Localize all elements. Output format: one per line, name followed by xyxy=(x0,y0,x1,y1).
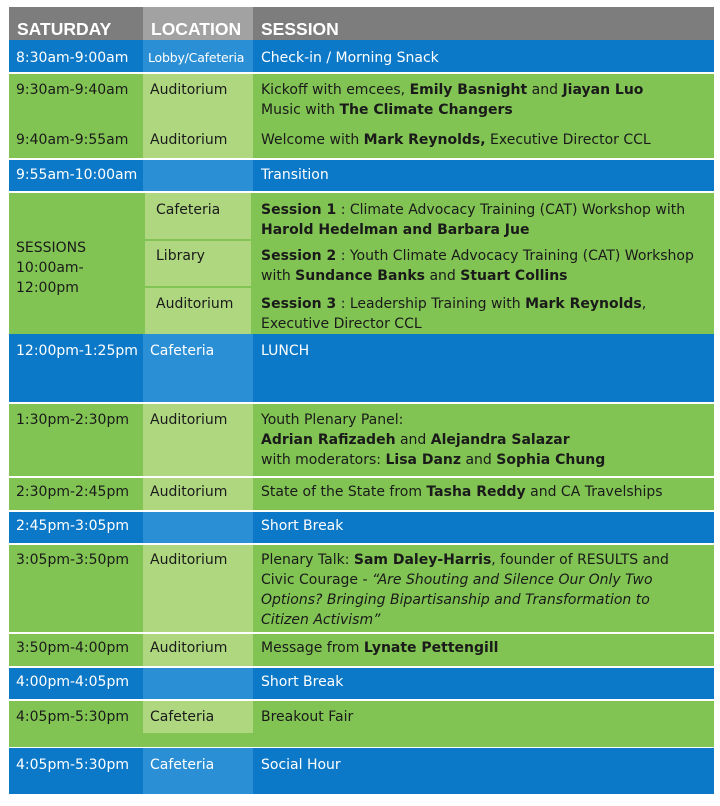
session-text: and xyxy=(395,432,431,448)
time-cell: 3:50pm-4:00pm xyxy=(9,634,143,666)
location-cell xyxy=(143,160,253,191)
session-line xyxy=(261,341,714,361)
time-cell: 8:30am-9:00am xyxy=(9,40,143,72)
session-text: State of the State from xyxy=(261,484,427,500)
session-line xyxy=(261,220,714,240)
session-text: , xyxy=(641,296,647,312)
session-name-bold: Jiayan Luo xyxy=(562,82,644,98)
session-line xyxy=(261,516,714,536)
session-name-bold: Stuart Collins xyxy=(460,268,568,284)
session-text: and xyxy=(461,452,497,468)
session-text: : Leadership Training with xyxy=(336,296,526,312)
location-cell: Cafeteria xyxy=(143,748,253,794)
session-name-bold: Mark Reynolds xyxy=(525,296,642,312)
row-background xyxy=(143,733,253,747)
session-cell xyxy=(253,478,714,510)
location-cell: Auditorium xyxy=(143,478,253,510)
location-cell: Auditorium xyxy=(143,545,253,632)
session-text: Music with xyxy=(261,102,340,118)
session-cell xyxy=(253,40,714,72)
session-name-bold: Sophia Chung xyxy=(496,452,606,468)
session-text: : Youth Climate Advocacy Training (CAT) Workshop xyxy=(336,248,694,264)
session-line xyxy=(261,130,714,150)
time-cell xyxy=(9,193,143,334)
time-cell: 3:05pm-3:50pm xyxy=(9,545,143,632)
header-location: LOCATION xyxy=(143,7,253,40)
session-name-bold: Session 1 xyxy=(261,202,337,218)
session-text: Breakout Fair xyxy=(261,709,354,725)
session-text: Short Break xyxy=(261,674,344,690)
session-text: with xyxy=(261,268,296,284)
location-cell: Auditorium xyxy=(145,288,251,334)
header-saturday: SATURDAY xyxy=(9,7,143,40)
session-text: Citizen Activism” xyxy=(261,612,381,628)
session-text: Check-in / Morning Snack xyxy=(261,50,439,66)
session-line xyxy=(261,672,714,692)
time-cell: 12:00pm-1:25pm xyxy=(9,334,143,402)
session-name-bold: Mark Reynolds, xyxy=(363,132,486,148)
time-cell: 2:30pm-2:45pm xyxy=(9,478,143,510)
session-line xyxy=(261,450,714,470)
session-line xyxy=(261,314,714,334)
session-text: Social Hour xyxy=(261,757,341,773)
session-cell xyxy=(253,288,714,334)
session-text: Short Break xyxy=(261,518,344,534)
location-cell: Auditorium xyxy=(143,634,253,666)
session-name-bold: Harold Hedelman and Barbara Jue xyxy=(261,222,530,238)
session-name-bold: Sundance Banks xyxy=(295,268,426,284)
session-line xyxy=(261,294,714,314)
session-name-bold: Alejandra Salazar xyxy=(430,432,570,448)
location-cell: Auditorium xyxy=(143,404,253,476)
session-line xyxy=(261,550,714,570)
session-text: Options? Bringing Bipartisanship and Transformation to xyxy=(261,592,650,608)
session-text: Youth Plenary Panel: xyxy=(261,412,404,428)
session-text: “Are Shouting and Silence Our Only Two xyxy=(372,572,653,588)
session-name-bold: Lynate Pettengill xyxy=(363,640,499,656)
time-cell: 9:55am-10:00am xyxy=(9,160,143,191)
session-name-bold: Emily Basnight xyxy=(409,82,528,98)
session-line xyxy=(261,410,714,430)
session-line xyxy=(261,165,714,185)
session-cell xyxy=(253,193,714,239)
session-name-bold: Session 2 xyxy=(261,248,337,264)
session-line xyxy=(261,246,714,266)
session-name-bold: Lisa Danz xyxy=(385,452,462,468)
location-cell: Cafeteria xyxy=(145,193,251,239)
session-text: Executive Director CCL xyxy=(261,316,422,332)
session-line xyxy=(261,755,714,775)
time-cell: 4:00pm-4:05pm xyxy=(9,668,143,699)
location-cell: Cafeteria xyxy=(143,701,253,733)
session-line xyxy=(261,638,714,658)
time-cell: 9:30am-9:40am xyxy=(9,74,143,126)
session-line xyxy=(261,80,714,100)
session-text: Civic Courage - xyxy=(261,572,372,588)
time-cell: 4:05pm-5:30pm xyxy=(9,701,143,747)
location-cell: Library xyxy=(145,241,251,286)
session-line xyxy=(261,430,714,450)
time-cell: 2:45pm-3:05pm xyxy=(9,512,143,543)
time-cell: 4:05pm-5:30pm xyxy=(9,748,143,794)
time-line: 10:00am-12:00pm xyxy=(16,260,84,296)
session-line xyxy=(261,482,714,502)
session-cell xyxy=(253,74,714,126)
session-text: Executive Director CCL xyxy=(485,132,651,148)
session-cell xyxy=(253,701,714,747)
session-line xyxy=(261,200,714,220)
session-text: and CA Travelships xyxy=(525,484,663,500)
session-text: and xyxy=(527,82,563,98)
session-text: with moderators: xyxy=(261,452,386,468)
location-cell: Auditorium xyxy=(143,126,253,158)
session-name-bold: Session 3 xyxy=(261,296,337,312)
session-cell xyxy=(253,668,714,699)
session-text: Kickoff with emcees, xyxy=(261,82,410,98)
session-cell xyxy=(253,748,714,794)
session-cell xyxy=(253,512,714,543)
session-cell xyxy=(253,404,714,476)
session-name-bold: Sam Daley-Harris xyxy=(353,552,492,568)
location-cell: Cafeteria xyxy=(143,334,253,402)
session-cell xyxy=(253,545,714,632)
session-line xyxy=(261,48,714,68)
session-text: : Climate Advocacy Training (CAT) Workshop with xyxy=(336,202,686,218)
session-name-bold: Tasha Reddy xyxy=(426,484,526,500)
session-name-bold: The Climate Changers xyxy=(339,102,513,118)
session-cell xyxy=(253,160,714,191)
location-cell xyxy=(143,512,253,543)
session-line xyxy=(261,570,714,590)
session-line xyxy=(261,266,714,286)
session-text: , founder of RESULTS and xyxy=(491,552,669,568)
location-cell xyxy=(143,668,253,699)
session-line xyxy=(261,610,714,630)
session-name-bold: Adrian Rafizadeh xyxy=(261,432,396,448)
session-cell xyxy=(253,334,714,402)
session-line xyxy=(261,100,714,120)
session-cell xyxy=(253,126,714,158)
session-line xyxy=(261,707,714,727)
session-text: Transition xyxy=(261,167,329,183)
session-cell xyxy=(253,634,714,666)
session-text: Message from xyxy=(261,640,364,656)
header-session: SESSION xyxy=(253,7,714,40)
session-text: LUNCH xyxy=(261,343,310,359)
time-line: SESSIONS xyxy=(16,240,87,256)
time-cell: 9:40am-9:55am xyxy=(9,126,143,158)
session-text: Welcome with xyxy=(261,132,364,148)
location-cell: Lobby/Cafeteria xyxy=(143,40,253,72)
session-line xyxy=(261,590,714,610)
session-text: Plenary Talk: xyxy=(261,552,354,568)
session-text: and xyxy=(425,268,461,284)
session-cell xyxy=(253,241,714,286)
location-cell: Auditorium xyxy=(143,74,253,126)
time-cell: 1:30pm-2:30pm xyxy=(9,404,143,476)
